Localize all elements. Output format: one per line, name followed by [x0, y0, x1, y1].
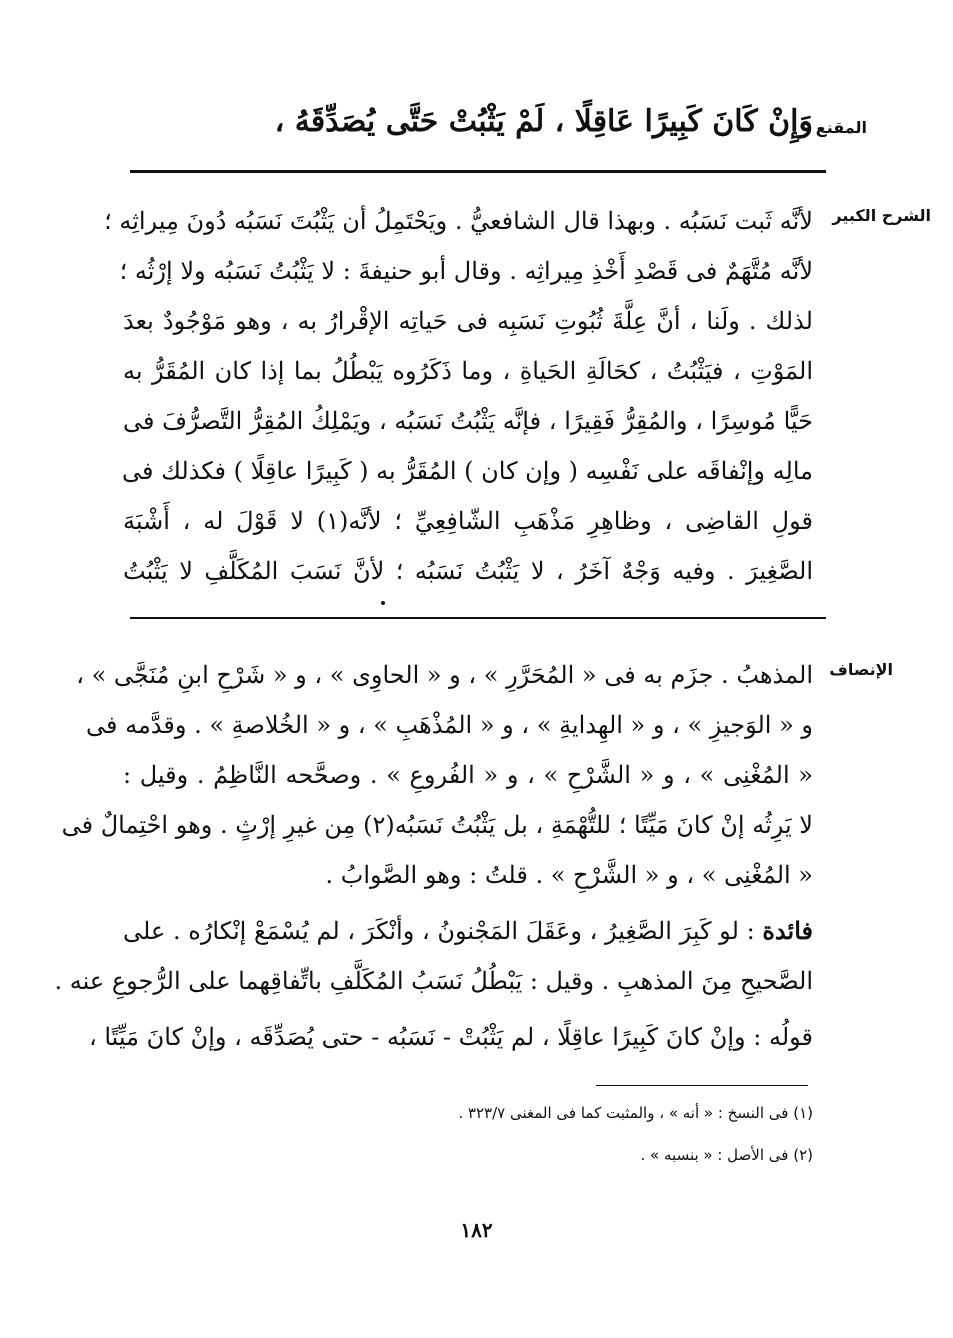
sharh-line: الصَّغِيرَ . وفيه وَجْهٌ آخَرُ ، لا يَثْبُتُ نَسَبُه ؛ لأنَّ نَسَبَ المُكَلَّفِ لا يَثْبُتُ — [123, 557, 813, 585]
muqni-text: وَإِنْ كَانَ كَبِيرًا عَاقِلًا ، لَمْ يَثْبُتْ حَتَّى يُصَدِّقَهُ ، — [274, 104, 813, 139]
sharh-text — [104, 196, 813, 596]
page-number: ١٨٢ — [460, 1218, 493, 1242]
sharh-line: المَوْتِ ، فيَثْبُتُ ، كحَالَةِ الحَياةِ ، وما ذَكَرُوه يَبْطُلُ بما إذا كان المُقَرُّ به — [123, 357, 813, 385]
faida-line1-text: : لو كَبِرَ الصَّغِيرُ ، وعَقَلَ المَجْنونُ ، وأنْكَرَ ، لم يُسْمَعْ إنْكارُه . على — [123, 917, 763, 945]
sharh-line: قولِ القاضِى ، وظاهِرِ مَذْهَبِ الشّافِعِيِّ ؛ لأنَّه(١) لا قَوْلَ له ، أَشْبَهَ — [123, 507, 813, 535]
insaf-text — [61, 650, 813, 900]
insaf-line: لا يَرِثُه إنْ كانَ مَيِّتًا ؛ للتُّهْمَةِ ، بل يَثْبُتُ نَسَبُه(٢) مِن غيرِ إرْثٍ . وهو احْتِمالٌ فى — [61, 811, 813, 839]
sharh-line: لذلك . ولَنا ، أنَّ عِلَّةَ ثُبُوتِ نَسَبِه فى حَياتِه الإقْرارُ به ، وهو مَوْجُودٌ بعدَ — [123, 307, 813, 335]
insaf-line: و « الوَجيزِ » ، و « الهِدايةِ » ، و « المُذْهَبِ » ، و « الخُلاصةِ » . وقدَّمه فى — [85, 711, 813, 739]
qawluh-line: قولُه : وإنْ كانَ كَبِيرًا عاقِلًا ، لم يَثْبُتْ - نَسَبُه - حتى يُصَدِّقَه ، وإنْ كانَ مَيِّتًا ، — [88, 1023, 813, 1051]
sharh-line: لأنَّه ثَبت نَسَبُه . وبهذا قال الشافعيُّ . ويَحْتَمِلُ أن يَثْبُتَ نَسَبُه دُونَ مِيراثِه ؛ — [104, 207, 813, 235]
footnote-1: (١) فى النسخ : « أنه » ، والمثبت كما فى المغنى ٣٢٣/٧ . — [458, 1104, 813, 1122]
sharh-line: لأنَّه مُتَّهَمٌ فى قَصْدِ أَخْذِ مِيراثِه . وقال أبو حنيفةَ : لا يَثْبُتُ نَسَبُه ولا إرْثُه ؛ — [119, 257, 813, 285]
qawluh-paragraph — [88, 1012, 813, 1062]
faida-line: الصَّحيحِ مِنَ المذهبِ . وقيل : يَبْطُلُ نَسَبُ المُكَلَّفِ باتِّفاقِهما على الرُّجوعِ عنه . — [54, 967, 813, 995]
sharh-line: حَيًّا مُوسِرًا ، والمُقِرُّ فَقِيرًا ، فإنَّه يَثْبُتُ نَسَبُه ، ويَمْلِكُ المُقِرُّ التَّصرُّفَ فى — [123, 407, 813, 435]
faida-paragraph — [54, 906, 813, 1006]
sharh-label: الشرح الكبير — [832, 206, 931, 225]
sharh-dot — [381, 601, 385, 605]
footnote-divider — [596, 1085, 808, 1086]
insaf-line: « المُغْنِى » ، و « الشَّرْحِ » . قلتُ : وهو الصَّوابُ . — [325, 861, 813, 889]
insaf-label: الإنصاف — [829, 660, 893, 679]
faida-line — [123, 906, 813, 956]
insaf-line: المذهبُ . جزَم به فى « المُحَرَّرِ » ، و « الحاوِى » ، و « شَرْحِ ابنِ مُنَجَّى » ، — [76, 661, 813, 689]
muqni-label: المقنع — [815, 118, 867, 137]
muqni-divider — [130, 170, 826, 173]
faida-word: فائدة — [762, 916, 813, 945]
footnote-2: (٢) فى الأصل : « بنسبه » . — [640, 1146, 813, 1164]
sharh-line: مالِه وإنْفاقَه على نَفْسِه ( وإن كان ) المُقَرُّ به ( كَبِيرًا عاقِلًا ) فكذلك فى — [122, 457, 813, 485]
sharh-divider — [130, 617, 826, 619]
insaf-line: « المُغْنِى » ، و « الشَّرْحِ » ، و « الفُروعِ » . وصحَّحه النَّاظِمُ . وقيل : — [123, 761, 813, 789]
